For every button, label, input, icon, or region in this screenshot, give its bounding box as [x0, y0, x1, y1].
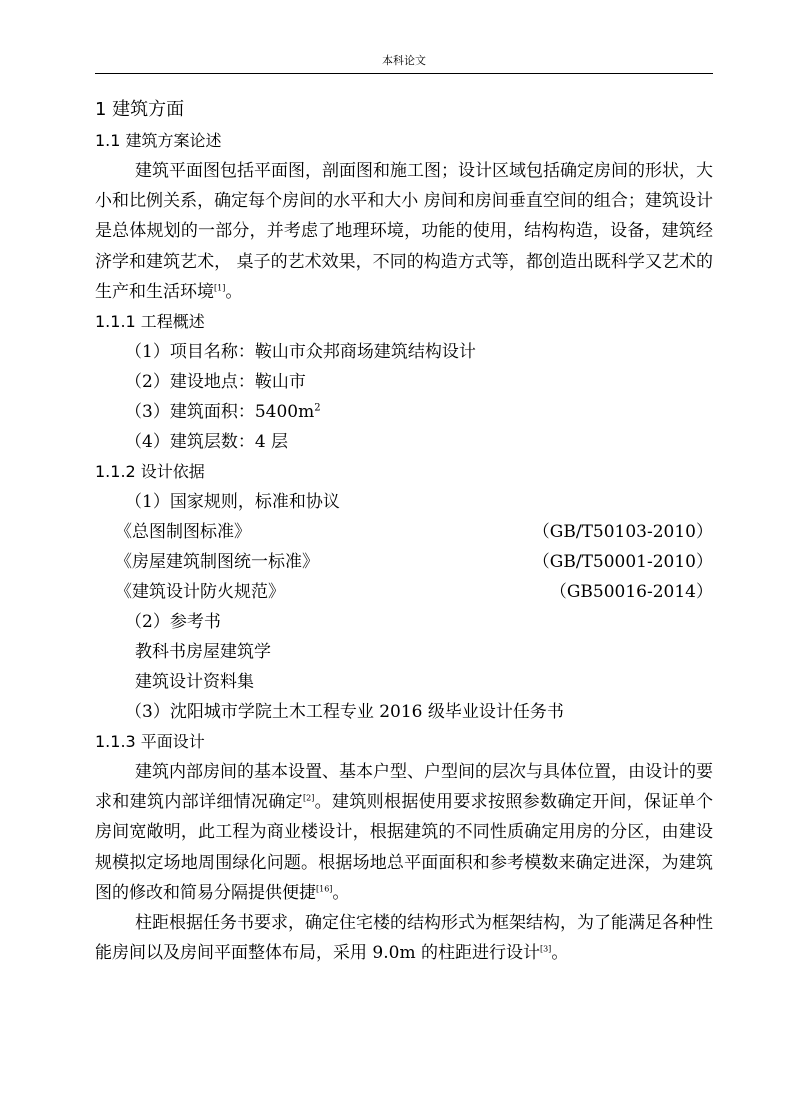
citation-ref: [16] — [316, 884, 333, 894]
paragraph-end: 。 — [551, 943, 569, 964]
standard-code: （GB/T50001-2010） — [532, 552, 713, 573]
paragraph-end: 。 — [225, 281, 243, 302]
header-title: 本科论文 — [382, 54, 426, 67]
paragraph-text: 建筑内部房间的基本设置、基本户型、户型间的层次与具体位置，由设计的要求和建筑内部详细情况确定 — [95, 762, 713, 813]
section-1-1-3-paragraph-1 — [95, 757, 713, 908]
list-item-area — [95, 397, 713, 427]
standard-code: （GB/T50103-2010） — [532, 522, 713, 543]
citation-ref: [3] — [539, 944, 552, 954]
paragraph-text: 柱距根据任务书要求，确定住宅楼的结构形式为框架结构，为了能满足各种性能房间以及房间平面整体布局，采用 9.0m 的柱距进行设计 — [95, 913, 713, 964]
list-item: （3）沈阳城市学院土木工程专业 2016 级毕业设计任务书 — [125, 702, 564, 723]
standard-name: 《建筑设计防火规范》 — [115, 582, 285, 603]
list-item: （1）国家规则，标准和协议 — [125, 492, 340, 513]
citation-ref: [2] — [303, 793, 315, 803]
book-item: 建筑设计资料集 — [135, 672, 254, 693]
standard-row — [95, 547, 713, 577]
standard-code: （GB50016-2014） — [549, 582, 713, 603]
list-item: （1）项目名称：鞍山市众邦商场建筑结构设计 — [125, 342, 476, 363]
standard-row — [95, 517, 713, 547]
area-exponent: 2 — [314, 402, 321, 414]
section-1-1-3-heading: 1.1.3 平面设计 — [95, 732, 205, 752]
standard-name: 《总图制图标准》 — [115, 522, 251, 543]
book-item: 教科书房屋建筑学 — [135, 642, 271, 663]
section-1-1-1-heading: 1.1.1 工程概述 — [95, 312, 205, 332]
paragraph-end: 。 — [332, 882, 350, 903]
section-1-1-paragraph — [95, 156, 713, 307]
paragraph-text: 。建筑则根据使用要求按照参数确定开间，保证单个房间宽敞明，此工程为商业楼设计，根据建筑的不同性质确定用房的分区，由建设规模拟定场地周围绿化问题。根据场地总平面面积和参考模数来确定进深，为建筑图的修改和简易分隔提供便捷 — [95, 792, 714, 903]
standard-name: 《房屋建筑制图统一标准》 — [115, 552, 319, 573]
header-rule — [95, 73, 713, 74]
list-item: （2）参考书 — [125, 612, 221, 633]
list-item: （2）建设地点：鞍山市 — [125, 372, 306, 393]
page-header — [95, 54, 713, 74]
area-text: （3）建筑面积：5400m — [125, 402, 315, 423]
section-1-1-heading: 1.1 建筑方案论述 — [95, 131, 222, 150]
section-1-1-2-heading: 1.1.2 设计依据 — [95, 462, 205, 482]
section-1-heading: 1 建筑方面 — [95, 99, 185, 120]
list-item: （4）建筑层数：4 层 — [125, 432, 289, 453]
standard-row — [95, 577, 713, 607]
paragraph-text: 建筑平面图包括平面图，剖面图和施工图；设计区域包括确定房间的形状，大小和比例关系，确定每个房间的水平和大小 房间和房间垂直空间的组合；建筑设计是总体规划的一部分，并考虑了地理环境，功能的使用，结构构造，设备，建筑经济学和建筑艺术， 桌子的艺术效果，不同的构造方式等，都创造出既科学又艺术的生产和生活环境 — [95, 161, 713, 302]
section-1-1-3-paragraph-2 — [95, 908, 713, 968]
citation-ref: [1] — [214, 283, 226, 293]
document-body — [95, 96, 713, 968]
